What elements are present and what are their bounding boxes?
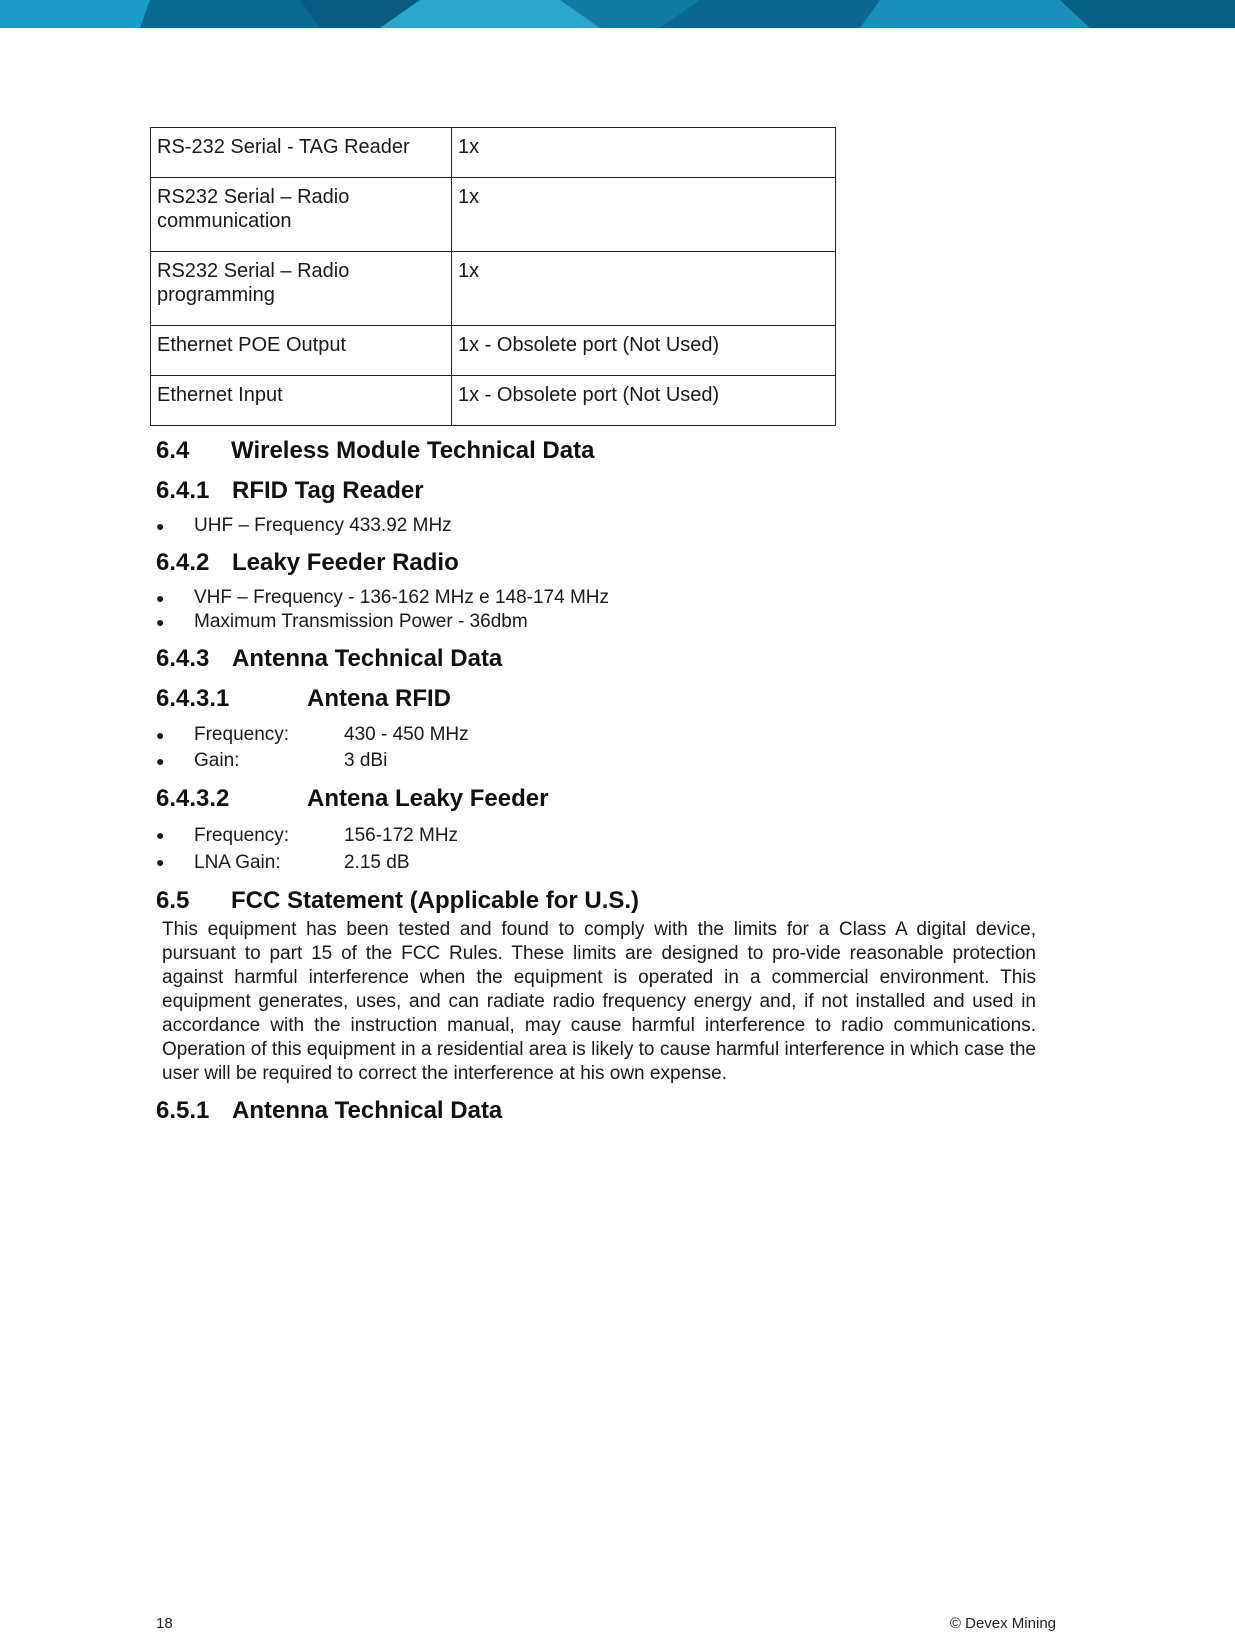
rfid-reader-list <box>156 514 1040 538</box>
section-title: RFID Tag Reader <box>232 477 424 504</box>
section-heading-6-5-1 <box>156 1096 1040 1126</box>
section-title: Wireless Module Technical Data <box>231 437 595 464</box>
spec-label: Frequency: <box>194 825 290 846</box>
footer-copyright: © Devex Mining <box>949 1615 1056 1632</box>
banner-graphic <box>0 0 1235 28</box>
spec-label: LNA Gain: <box>194 852 281 873</box>
antenna-leaky-feeder-list <box>156 822 1040 876</box>
section-title: Antenna Technical Data <box>232 645 503 672</box>
table-row <box>151 128 836 178</box>
ports-table <box>150 127 836 426</box>
section-number: 6.4.3.2 <box>156 785 230 812</box>
list-item <box>156 748 1040 774</box>
section-heading-6-4-3-1 <box>156 684 1040 714</box>
section-heading-6-4-2 <box>156 548 1040 578</box>
section-number: 6.4.2 <box>156 549 210 576</box>
spec-label: Gain: <box>194 750 240 771</box>
port-label: RS232 Serial – Radio programming <box>151 252 452 326</box>
list-item <box>156 586 1040 610</box>
section-number: 6.4 <box>156 437 190 464</box>
list-item-text: Maximum Transmission Power - 36dbm <box>194 611 528 632</box>
spec-value: 156-172 MHz <box>344 825 459 846</box>
table-row <box>151 376 836 426</box>
section-title: FCC Statement (Applicable for U.S.) <box>231 887 640 914</box>
fcc-statement-paragraph: This equipment has been tested and found to comply with the limits for a Class A digital device, pursuant to part 15 of the FCC Rules. These limits are designed to pro-vide reasonable protection against harmful interference when the equipment is operated in a commercial environment. This equipment generates, uses, and can radiate radio frequency energy and, if not installed and used in accordance with the instruction manual, may cause harmful interference to radio communications. Operation of this equipment in a residential area is likely to cause harmful interference in which case the user will be required to correct the interference at his own expense. <box>162 919 1036 1084</box>
page-number: 18 <box>156 1615 173 1632</box>
leaky-feeder-list <box>156 586 1040 634</box>
section-number: 6.5 <box>156 887 190 914</box>
list-item-text: VHF – Frequency - 136-162 MHz e 148-174 MHz <box>194 587 610 608</box>
port-value: 1x - Obsolete port (Not Used) <box>452 376 836 426</box>
section-heading-6-4-3-2 <box>156 784 1040 814</box>
port-value: 1x - Obsolete port (Not Used) <box>452 326 836 376</box>
bullet-icon: ● <box>156 518 165 534</box>
spec-value: 2.15 dB <box>344 852 410 873</box>
section-title: Antena RFID <box>307 685 451 712</box>
list-item <box>156 722 1040 748</box>
bullet-icon: ● <box>156 727 165 743</box>
header-banner <box>0 0 1235 28</box>
antenna-rfid-list <box>156 722 1040 774</box>
spec-value: 3 dBi <box>344 750 388 771</box>
port-label: RS232 Serial – Radio communication <box>151 178 452 252</box>
spec-value: 430 - 450 MHz <box>344 724 469 745</box>
port-label: RS-232 Serial - TAG Reader <box>151 128 452 178</box>
section-title: Antenna Technical Data <box>232 1097 503 1124</box>
section-number: 6.4.1 <box>156 477 210 504</box>
list-item-text: UHF – Frequency 433.92 MHz <box>194 515 452 536</box>
bullet-icon: ● <box>156 854 165 870</box>
port-value: 1x <box>452 178 836 252</box>
bullet-icon: ● <box>156 753 165 769</box>
table-row <box>151 252 836 326</box>
section-number: 6.4.3.1 <box>156 685 230 712</box>
list-item <box>156 610 1040 634</box>
list-item <box>156 849 1040 876</box>
section-heading-6-5 <box>156 886 1040 916</box>
section-title: Antena Leaky Feeder <box>307 785 549 812</box>
section-number: 6.4.3 <box>156 645 210 672</box>
list-item <box>156 822 1040 849</box>
port-value: 1x <box>452 128 836 178</box>
bullet-icon: ● <box>156 827 165 843</box>
document-body <box>156 436 1040 1126</box>
section-heading-6-4 <box>156 436 1040 466</box>
port-label: Ethernet Input <box>151 376 452 426</box>
list-item <box>156 514 1040 538</box>
spec-label: Frequency: <box>194 724 290 745</box>
port-value: 1x <box>452 252 836 326</box>
section-title: Leaky Feeder Radio <box>232 549 459 576</box>
table-row <box>151 178 836 252</box>
port-label: Ethernet POE Output <box>151 326 452 376</box>
bullet-icon: ● <box>156 614 165 630</box>
section-number: 6.5.1 <box>156 1097 210 1124</box>
table-row <box>151 326 836 376</box>
section-heading-6-4-1 <box>156 476 1040 506</box>
bullet-icon: ● <box>156 590 165 606</box>
section-heading-6-4-3 <box>156 644 1040 674</box>
